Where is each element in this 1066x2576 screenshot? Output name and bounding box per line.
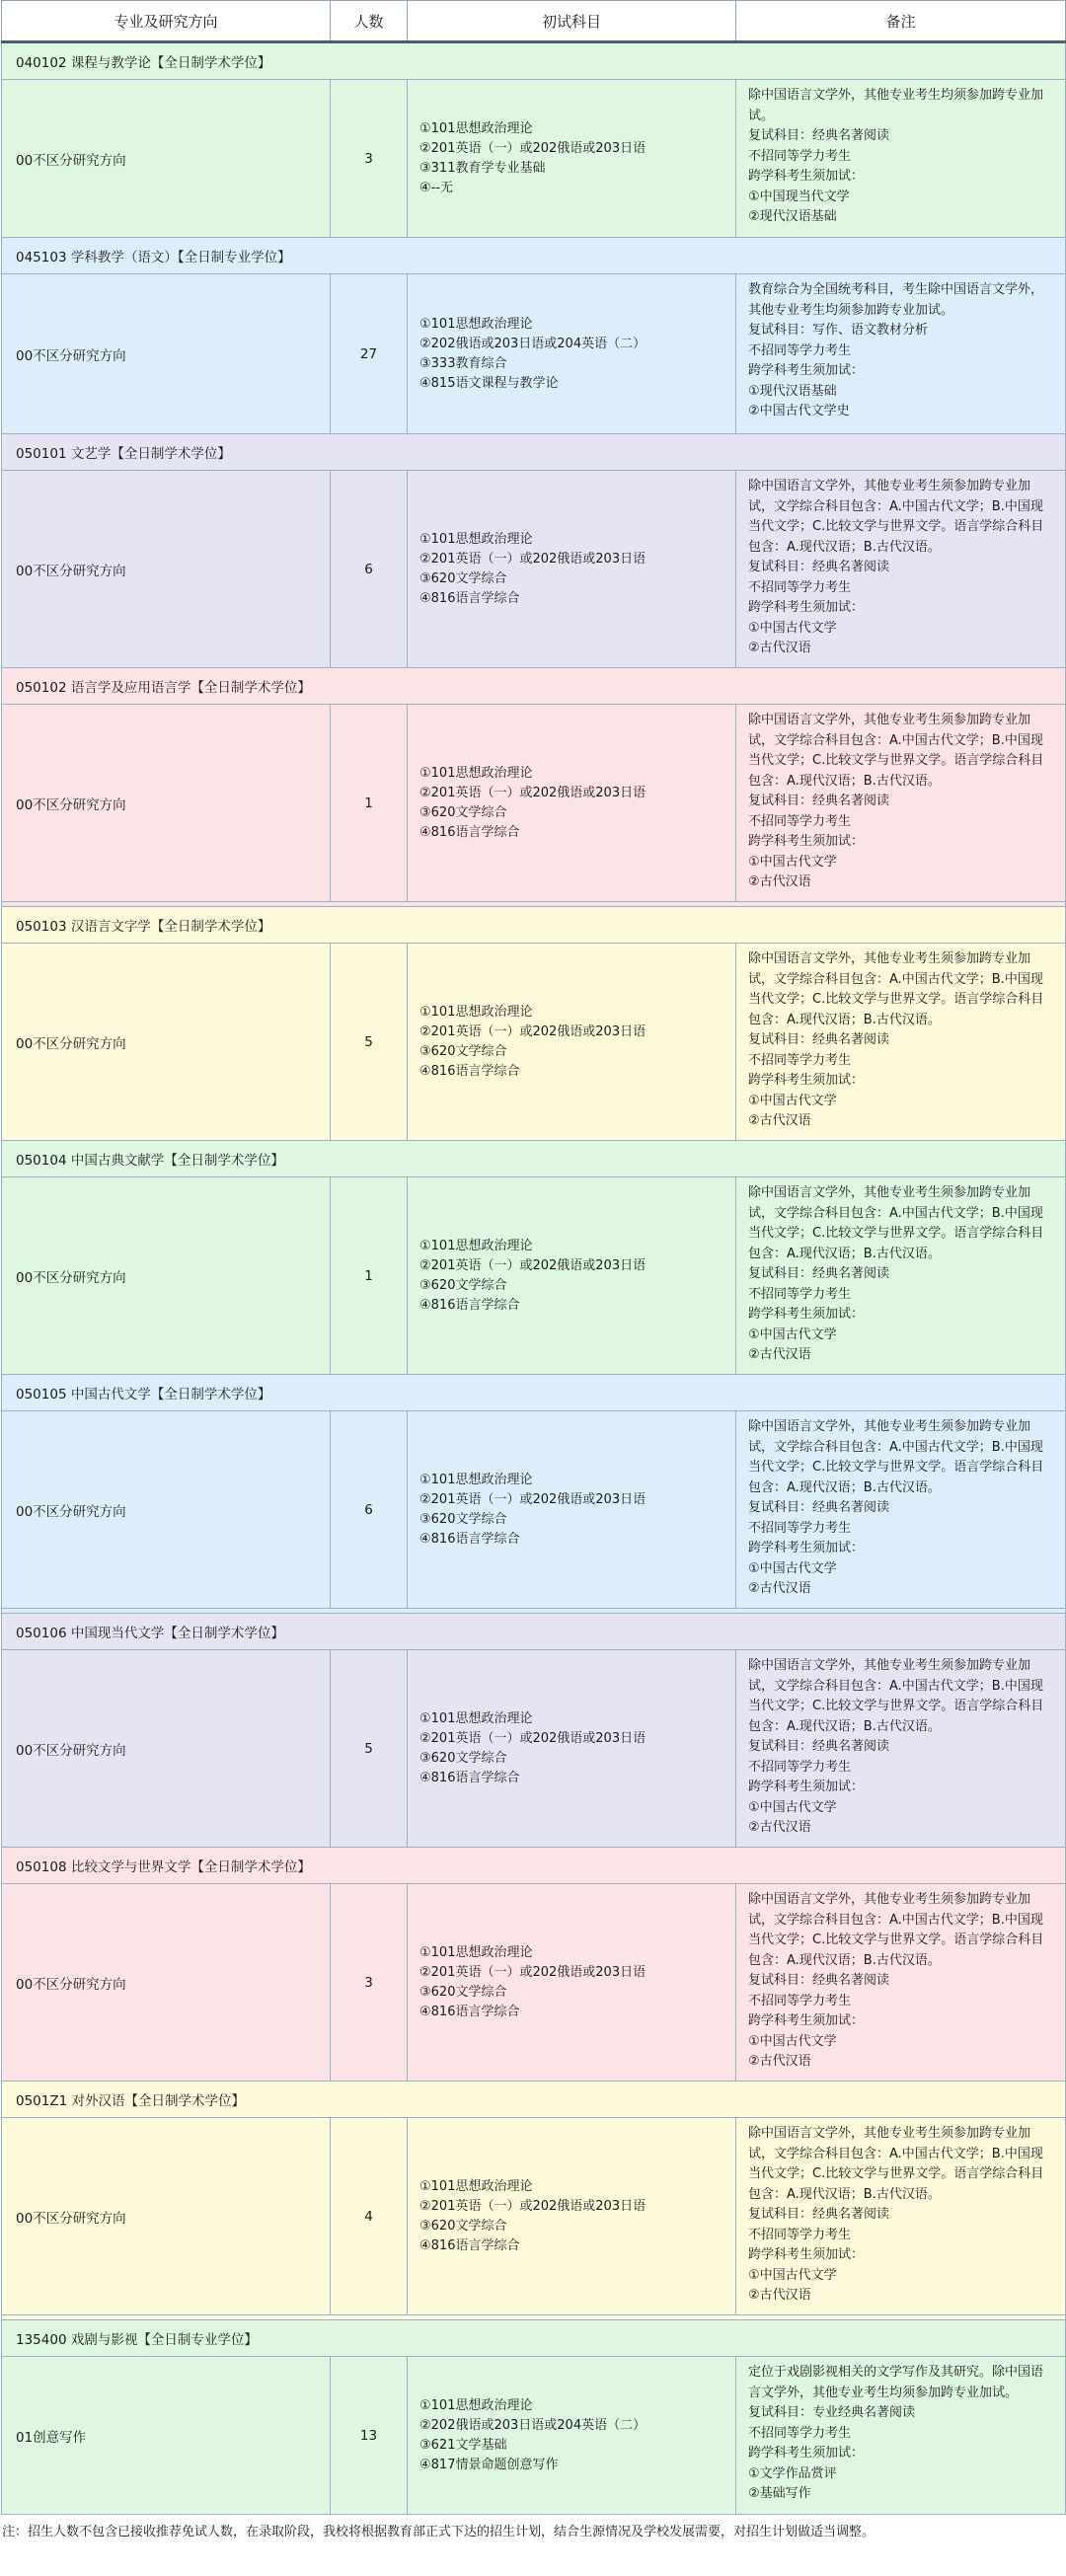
- subject-item: ①101思想政治理论: [419, 2397, 533, 2413]
- subject-item: ②201英语（一）或202俄语或203日语: [419, 1023, 647, 1039]
- table-row: [2, 1650, 1066, 1848]
- table-row: [2, 2357, 1066, 2515]
- table-row: [2, 1884, 1066, 2082]
- enrollment-count: 13: [331, 2357, 408, 2515]
- research-direction: 00不区分研究方向: [2, 274, 331, 434]
- research-direction: 00不区分研究方向: [2, 1884, 331, 2082]
- table-header-row: [2, 1, 1066, 42]
- exam-subjects: [408, 1177, 736, 1375]
- research-direction: 01创意写作: [2, 2357, 331, 2515]
- subject-item: ①101思想政治理论: [419, 1944, 533, 1960]
- research-direction: 00不区分研究方向: [2, 1177, 331, 1375]
- enrollment-count: 5: [331, 1650, 408, 1848]
- subject-item: ④816语言学综合: [419, 590, 520, 606]
- exam-subjects: [408, 274, 736, 434]
- subject-item: ①101思想政治理论: [419, 1004, 533, 1020]
- section-row: [2, 2082, 1066, 2118]
- section-title: 050101 文艺学【全日制学术学位】: [2, 434, 1066, 471]
- subject-item: ②201英语（一）或202俄语或203日语: [419, 1491, 647, 1507]
- subject-item: ①101思想政治理论: [419, 120, 533, 136]
- remarks: 除中国语言文学外，其他专业考生须参加跨专业加试，文学综合科目包含：A.中国古代文学；B.中国现当代文学；C.比较文学与世界文学。语言学综合科目包含：A.现代汉语；B.古代汉语。 复试科目：经典名著阅读 不招同等学力考生 跨学科考生须加试： ①中国古代文学 ②古代汉语: [736, 1177, 1066, 1375]
- table-body: [2, 42, 1066, 2515]
- subject-item: ④816语言学综合: [419, 1531, 520, 1547]
- research-direction: 00不区分研究方向: [2, 471, 331, 668]
- subject-item: ②201英语（一）或202俄语或203日语: [419, 785, 647, 800]
- remarks: 除中国语言文学外，其他专业考生须参加跨专业加试，文学综合科目包含：A.中国古代文学；B.中国现当代文学；C.比较文学与世界文学。语言学综合科目包含：A.现代汉语；B.古代汉语。 复试科目：经典名著阅读 不招同等学力考生 跨学科考生须加试： ①中国古代文学 ②古代汉语: [736, 944, 1066, 1141]
- header-major: 专业及研究方向: [2, 1, 331, 42]
- subject-item: ④815语文课程与教学论: [419, 375, 559, 391]
- subject-item: ①101思想政治理论: [419, 1238, 533, 1253]
- subject-item: ③620文学综合: [419, 2218, 507, 2234]
- section-row: [2, 907, 1066, 944]
- remarks: 除中国语言文学外，其他专业考生须参加跨专业加试，文学综合科目包含：A.中国古代文学；B.中国现当代文学；C.比较文学与世界文学。语言学综合科目包含：A.现代汉语；B.古代汉语。 复试科目：经典名著阅读 不招同等学力考生 跨学科考生须加试： ①中国古代文学 ②古代汉语: [736, 2118, 1066, 2315]
- subject-item: ③620文学综合: [419, 1043, 507, 1059]
- subject-item: ③311教育学专业基础: [419, 160, 546, 176]
- section-title: 050106 中国现当代文学【全日制学术学位】: [2, 1614, 1066, 1650]
- header-subjects: 初试科目: [408, 1, 736, 42]
- subject-item: ③620文学综合: [419, 1984, 507, 2000]
- table-row: [2, 471, 1066, 668]
- exam-subjects: [408, 1884, 736, 2082]
- section-title: 050104 中国古典文献学【全日制学术学位】: [2, 1141, 1066, 1177]
- subject-item: ②201英语（一）或202俄语或203日语: [419, 551, 647, 567]
- enrollment-count: 3: [331, 80, 408, 238]
- table-row: [2, 274, 1066, 434]
- enrollment-count: 6: [331, 471, 408, 668]
- research-direction: 00不区分研究方向: [2, 1411, 331, 1609]
- subject-item: ①101思想政治理论: [419, 2178, 533, 2194]
- exam-subjects: [408, 1650, 736, 1848]
- enrollment-count: 1: [331, 1177, 408, 1375]
- header-count: 人数: [331, 1, 408, 42]
- enrollment-count: 4: [331, 2118, 408, 2315]
- section-title: 0501Z1 对外汉语【全日制学术学位】: [2, 2082, 1066, 2118]
- exam-subjects: [408, 1411, 736, 1609]
- section-row: [2, 238, 1066, 274]
- header-notes: 备注: [736, 1, 1066, 42]
- subject-item: ④817情景命题创意写作: [419, 2457, 559, 2472]
- exam-subjects: [408, 944, 736, 1141]
- subject-item: ③333教育综合: [419, 355, 507, 371]
- research-direction: 00不区分研究方向: [2, 80, 331, 238]
- subject-item: ②201英语（一）或202俄语或203日语: [419, 140, 647, 156]
- section-title: 050108 比较文学与世界文学【全日制学术学位】: [2, 1848, 1066, 1884]
- subject-item: ③620文学综合: [419, 1511, 507, 1527]
- enrollment-count: 27: [331, 274, 408, 434]
- research-direction: 00不区分研究方向: [2, 1650, 331, 1848]
- section-title: 040102 课程与教学论【全日制学术学位】: [2, 42, 1066, 80]
- exam-subjects: [408, 705, 736, 902]
- enrollment-count: 6: [331, 1411, 408, 1609]
- table-row: [2, 705, 1066, 902]
- subject-item: ②201英语（一）或202俄语或203日语: [419, 1730, 647, 1746]
- subject-item: ③620文学综合: [419, 570, 507, 586]
- section-title: 135400 戏剧与影视【全日制专业学位】: [2, 2320, 1066, 2357]
- remarks: 定位于戏剧影视相关的文学写作及其研究。除中国语言文学外，其他专业考生均须参加跨专业加试。 复试科目：专业经典名著阅读 不招同等学力考生 跨学科考生须加试： ①文学作品赏评 ②基础写作: [736, 2357, 1066, 2515]
- enrollment-count: 5: [331, 944, 408, 1141]
- enrollment-count: 3: [331, 1884, 408, 2082]
- admissions-table: [1, 0, 1066, 2515]
- enrollment-count: 1: [331, 705, 408, 902]
- subject-item: ①101思想政治理论: [419, 531, 533, 547]
- subject-item: ③621文学基础: [419, 2437, 507, 2453]
- footnote: 注：招生人数不包含已接收推荐免试人数，在录取阶段，我校将根据教育部正式下达的招生计划，结合生源情况及学校发展需要，对招生计划做适当调整。: [2, 2525, 876, 2539]
- section-row: [2, 1848, 1066, 1884]
- table-row: [2, 944, 1066, 1141]
- exam-subjects: [408, 2118, 736, 2315]
- exam-subjects: [408, 80, 736, 238]
- subject-item: ④816语言学综合: [419, 1770, 520, 1785]
- subject-item: ③620文学综合: [419, 1277, 507, 1293]
- subject-item: ③620文学综合: [419, 1750, 507, 1766]
- remarks: 除中国语言文学外，其他专业考生须参加跨专业加试，文学综合科目包含：A.中国古代文学；B.中国现当代文学；C.比较文学与世界文学。语言学综合科目包含：A.现代汉语；B.古代汉语。 复试科目：经典名著阅读 不招同等学力考生 跨学科考生须加试： ①中国古代文学 ②古代汉语: [736, 1650, 1066, 1848]
- section-row: [2, 1141, 1066, 1177]
- section-title: 050105 中国古代文学【全日制学术学位】: [2, 1375, 1066, 1411]
- table-row: [2, 1177, 1066, 1375]
- research-direction: 00不区分研究方向: [2, 944, 331, 1141]
- subject-item: ①101思想政治理论: [419, 316, 533, 332]
- research-direction: 00不区分研究方向: [2, 705, 331, 902]
- section-row: [2, 2320, 1066, 2357]
- remarks: 除中国语言文学外，其他专业考生须参加跨专业加试，文学综合科目包含：A.中国古代文学；B.中国现当代文学；C.比较文学与世界文学。语言学综合科目包含：A.现代汉语；B.古代汉语。 复试科目：经典名著阅读 不招同等学力考生 跨学科考生须加试： ①中国古代文学 ②古代汉语: [736, 471, 1066, 668]
- section-row: [2, 434, 1066, 471]
- table-row: [2, 2118, 1066, 2315]
- subject-item: ②201英语（一）或202俄语或203日语: [419, 1964, 647, 1980]
- section-title: 045103 学科教学（语文）【全日制专业学位】: [2, 238, 1066, 274]
- section-row: [2, 1375, 1066, 1411]
- remarks: 除中国语言文学外，其他专业考生须参加跨专业加试，文学综合科目包含：A.中国古代文学；B.中国现当代文学；C.比较文学与世界文学。语言学综合科目包含：A.现代汉语；B.古代汉语。 复试科目：经典名著阅读 不招同等学力考生 跨学科考生须加试： ①中国古代文学 ②古代汉语: [736, 1411, 1066, 1609]
- remarks: 除中国语言文学外，其他专业考生须参加跨专业加试，文学综合科目包含：A.中国古代文学；B.中国现当代文学；C.比较文学与世界文学。语言学综合科目包含：A.现代汉语；B.古代汉语。 复试科目：经典名著阅读 不招同等学力考生 跨学科考生须加试： ①中国古代文学 ②古代汉语: [736, 1884, 1066, 2082]
- subject-item: ③620文学综合: [419, 804, 507, 820]
- subject-item: ①101思想政治理论: [419, 765, 533, 781]
- subject-item: ②202俄语或203日语或204英语（二）: [419, 2417, 647, 2433]
- section-row: [2, 42, 1066, 80]
- subject-item: ②201英语（一）或202俄语或203日语: [419, 1257, 647, 1273]
- section-row: [2, 668, 1066, 705]
- subject-item: ④816语言学综合: [419, 2237, 520, 2253]
- subject-item: ④816语言学综合: [419, 2004, 520, 2019]
- subject-item: ②201英语（一）或202俄语或203日语: [419, 2198, 647, 2214]
- remarks: 教育综合为全国统考科目，考生除中国语言文学外，其他专业考生均须参加跨专业加试。 复试科目：写作、语文教材分析 不招同等学力考生 跨学科考生须加试： ①现代汉语基础 ②中国古代文学史: [736, 274, 1066, 434]
- subject-item: ①101思想政治理论: [419, 1710, 533, 1726]
- remarks: 除中国语言文学外，其他专业考生均须参加跨专业加试。 复试科目：经典名著阅读 不招同等学力考生 跨学科考生须加试： ①中国现当代文学 ②现代汉语基础: [736, 80, 1066, 238]
- section-row: [2, 1614, 1066, 1650]
- remarks: 除中国语言文学外，其他专业考生须参加跨专业加试，文学综合科目包含：A.中国古代文学；B.中国现当代文学；C.比较文学与世界文学。语言学综合科目包含：A.现代汉语；B.古代汉语。 复试科目：经典名著阅读 不招同等学力考生 跨学科考生须加试： ①中国古代文学 ②古代汉语: [736, 705, 1066, 902]
- subject-item: ④816语言学综合: [419, 1297, 520, 1313]
- exam-subjects: [408, 2357, 736, 2515]
- section-title: 050102 语言学及应用语言学【全日制学术学位】: [2, 668, 1066, 705]
- table-row: [2, 1411, 1066, 1609]
- subject-item: ②202俄语或203日语或204英语（二）: [419, 336, 647, 351]
- subject-item: ④816语言学综合: [419, 1063, 520, 1079]
- section-title: 050103 汉语言文字学【全日制学术学位】: [2, 907, 1066, 944]
- subject-item: ④--无: [419, 180, 454, 195]
- subject-item: ④816语言学综合: [419, 824, 520, 840]
- table-row: [2, 80, 1066, 238]
- subject-item: ①101思想政治理论: [419, 1472, 533, 1487]
- research-direction: 00不区分研究方向: [2, 2118, 331, 2315]
- exam-subjects: [408, 471, 736, 668]
